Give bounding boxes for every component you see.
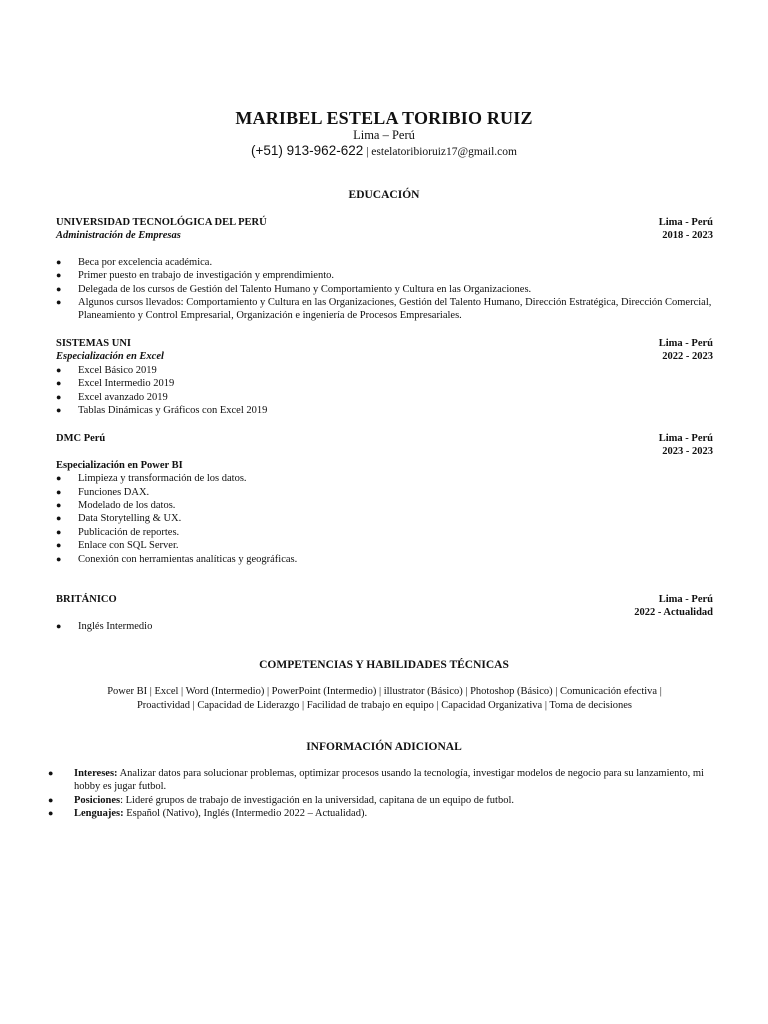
education-entry-utp: [56, 216, 713, 323]
email-address: estelatoribioruiz17@gmail.com: [371, 146, 517, 158]
institution-location: Lima - Perú: [658, 594, 713, 605]
list-item: [56, 269, 713, 282]
institution-name: DMC Perú: [56, 433, 106, 444]
additional-info: [48, 767, 713, 821]
item-label: Lenguajes:: [74, 808, 124, 820]
list-item: [48, 807, 713, 820]
list-item: [56, 472, 713, 485]
bullet-icon: ●: [56, 620, 62, 631]
skills-heading: COMPETENCIAS Y HABILIDADES TÉCNICAS: [259, 659, 509, 671]
list-item: [56, 512, 713, 525]
list-item-text: Tablas Dinámicas y Gráficos con Excel 2019: [78, 405, 268, 417]
bullet-icon: ●: [56, 553, 62, 564]
item-text: Español (Nativo), Inglés (Intermedio 2022 – Actualidad).: [123, 808, 368, 820]
program-dates: 2022 - Actualidad: [634, 607, 713, 619]
bullet-icon: ●: [48, 808, 54, 819]
list-item-text: Excel avanzado 2019: [78, 391, 168, 403]
item-text: Analizar datos para solucionar problemas, optimizar procesos usando la tecnología, investigar modelos de negocio para su lanzamiento, mi hobby es jugar futbol.: [74, 768, 704, 793]
program-dates: 2018 - 2023: [662, 230, 713, 242]
education-entry-dmc: [56, 432, 713, 566]
bullet-icon: ●: [56, 391, 62, 402]
contact-separator: |: [363, 146, 372, 158]
skills-line-2: Proactividad | Capacidad de Liderazgo | Facilidad de trabajo en equipo | Capacidad Organizativa | Toma de decisiones: [136, 700, 633, 711]
list-item-text: Data Storytelling & UX.: [78, 513, 182, 525]
list-item: [56, 553, 713, 566]
list-item: [48, 767, 713, 794]
bullet-icon: ●: [48, 794, 54, 805]
list-item: [56, 377, 713, 390]
additional-info-heading: INFORMACIÓN ADICIONAL: [306, 741, 462, 753]
list-item-text: Delegada de los cursos de Gestión del Talento Humano y Comportamiento y Cultura en las Organizaciones.: [78, 283, 532, 295]
education-heading: EDUCACIÓN: [348, 189, 420, 201]
bullet-icon: ●: [56, 540, 62, 551]
bullet-icon: ●: [56, 364, 62, 375]
contact-line: [0, 143, 768, 159]
list-item: [56, 539, 713, 552]
list-item: [56, 256, 713, 269]
list-item: [56, 364, 713, 377]
list-item-text: Enlace con SQL Server.: [78, 540, 179, 552]
bullet-icon: ●: [56, 486, 62, 497]
institution-name: BRITÁNICO: [56, 594, 117, 605]
list-item-text: Excel Básico 2019: [78, 364, 157, 376]
list-item: [48, 794, 713, 807]
education-entry-britanico: [56, 593, 713, 633]
phone-number: (+51) 913-962-622: [251, 143, 364, 158]
skills-text: [56, 685, 713, 713]
list-item-text: Limpieza y transformación de los datos.: [78, 473, 247, 485]
item-label: Intereses:: [74, 768, 118, 779]
list-item: [56, 404, 713, 417]
list-item: [56, 499, 713, 512]
education-entry-uni: [56, 337, 713, 417]
bullet-icon: ●: [56, 283, 62, 294]
skills-line-1: Power BI | Excel | Word (Intermedio) | PowerPoint (Intermedio) | illustrator (Básico) | Photoshop (Básico) | Comunicación efectiva |: [107, 686, 662, 697]
institution-name: SISTEMAS UNI: [56, 338, 131, 349]
institution-location: Lima - Perú: [658, 338, 713, 349]
list-item: [56, 391, 713, 404]
bullet-icon: ●: [56, 297, 62, 308]
list-item: [56, 526, 713, 539]
uni-list: [56, 364, 713, 418]
list-item-text: Conexión con herramientas analíticas y geográficas.: [78, 553, 298, 565]
additional-list: [48, 767, 713, 821]
institution-name: UNIVERSIDAD TECNOLÓGICA DEL PERÚ: [56, 217, 267, 228]
list-item-text: Publicación de reportes.: [78, 526, 180, 538]
britanico-list: [56, 620, 713, 633]
list-item: [56, 296, 713, 323]
bullet-icon: ●: [56, 405, 62, 416]
bullet-icon: ●: [48, 768, 54, 778]
item-label: Posiciones: [74, 794, 121, 806]
institution-location: Lima - Perú: [658, 433, 713, 444]
list-item-text: Excel Intermedio 2019: [78, 378, 175, 390]
item-text: : Lideré grupos de trabajo de investigación en la universidad, capitana de un equipo de futbol.: [120, 794, 515, 806]
list-item-text: Algunos cursos llevados: Comportamiento y Cultura en las Organizaciones, Gestión del Talento Humano, Dirección Estratégica, Dirección Comercial, Planeamiento y Control Empresarial, Organización e ingeniería de Procesos Empresariales.: [78, 297, 712, 322]
program-name: Especialización en Power BI: [56, 459, 183, 471]
program-name: Especialización en Excel: [56, 351, 164, 363]
institution-location: Lima - Perú: [658, 217, 713, 228]
candidate-name: MARIBEL ESTELA TORIBIO RUIZ: [235, 108, 533, 128]
program-dates: 2023 - 2023: [662, 446, 713, 458]
list-item: [56, 283, 713, 296]
list-item-text: Primer puesto en trabajo de investigación y emprendimiento.: [78, 270, 335, 282]
bullet-icon: ●: [56, 256, 62, 267]
bullet-icon: ●: [56, 526, 62, 537]
bullet-icon: ●: [56, 270, 62, 281]
list-item-text: Funciones DAX.: [78, 486, 150, 498]
bullet-icon: ●: [56, 473, 62, 484]
candidate-city: Lima – Perú: [353, 128, 415, 142]
utp-list: [56, 256, 713, 323]
program-name: Administración de Empresas: [56, 230, 181, 242]
list-item: [56, 620, 713, 633]
bullet-icon: ●: [56, 513, 62, 524]
list-item-text: Inglés Intermedio: [78, 620, 153, 632]
dmc-list: [56, 472, 713, 566]
list-item: [56, 486, 713, 499]
bullet-icon: ●: [56, 378, 62, 389]
program-dates: 2022 - 2023: [662, 351, 713, 363]
bullet-icon: ●: [56, 500, 62, 511]
list-item-text: Modelado de los datos.: [78, 500, 176, 512]
list-item-text: Beca por excelencia académica.: [78, 256, 213, 268]
